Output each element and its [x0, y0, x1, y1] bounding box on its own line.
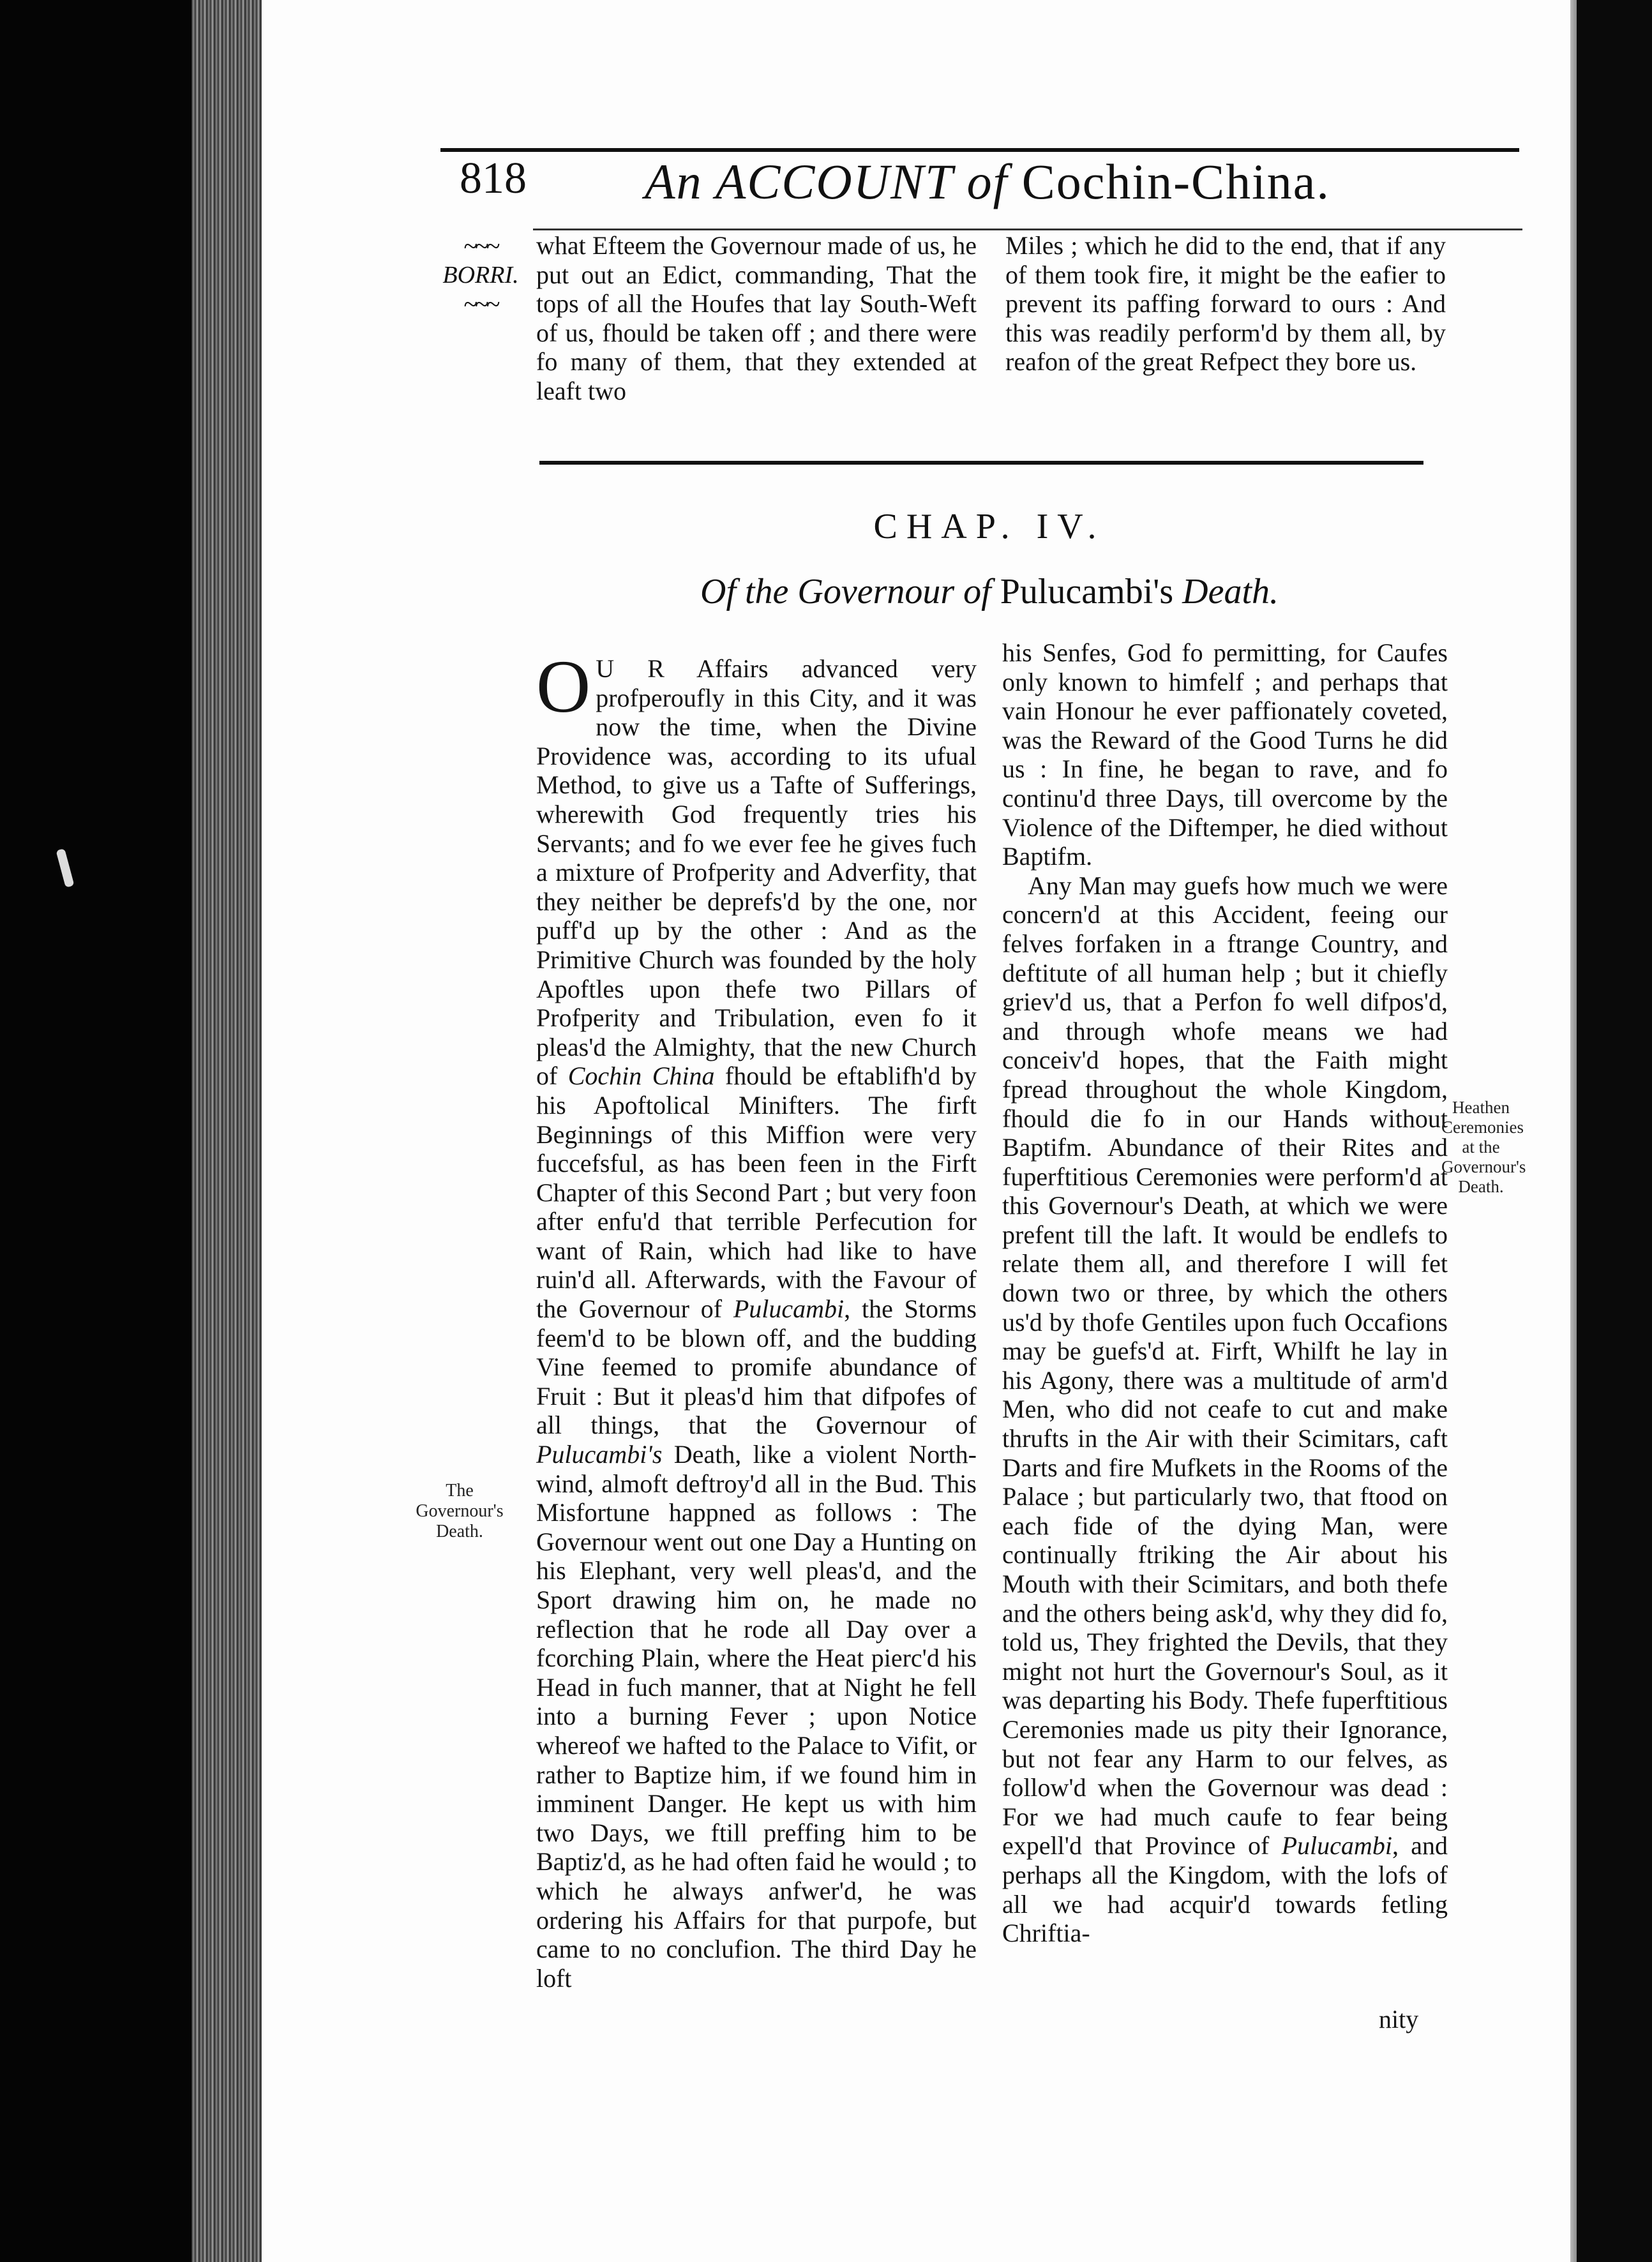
- running-head: [645, 153, 1330, 211]
- section-divider: [539, 461, 1423, 465]
- right-paragraph-1: his Senfes, God fo permitting, for Caufes only known to himfelf ; and perhaps that vain Honour he ever paffionately coveted, was the Reward of the Good Turns he did us : In fine, he began to rave, and fo continu'd three Days, till overcome by the Violence of the Diftemper, he died without Baptifm.: [1002, 638, 1448, 871]
- right-paragraph-2: [1002, 871, 1448, 1948]
- chapter-subtitle: [536, 571, 1443, 612]
- sidenote-governours-death: The Governour's Death.: [416, 1481, 504, 1541]
- right-pulucambi: Pulucambi: [1281, 1831, 1392, 1861]
- header-rule: [440, 148, 1519, 152]
- running-head-of: of: [966, 154, 1009, 209]
- chapter-title: CHAP. IV.: [873, 507, 1106, 546]
- sidenote-heathen-ceremonies: Heathen Ceremonies at the Governour's Death.: [1441, 1098, 1526, 1196]
- top-left-column: [536, 231, 977, 406]
- left-pulucambi-2: Pulucambi's: [536, 1440, 663, 1469]
- drop-cap: O: [536, 645, 591, 728]
- book-spine-shadow: [0, 0, 211, 2262]
- top-right-text: Miles ; which he did to the end, that if any of them took fire, it might be the eafier to prevent its paffing forward to ours : And this was readily perform'd by them all, by reafon of the great Refpect they bore us.: [1005, 231, 1446, 377]
- subtitle-italic-2: Death.: [1182, 572, 1279, 611]
- page-number: 818: [460, 154, 527, 203]
- left-pulucambi-1: Pulucambi: [733, 1294, 845, 1324]
- catchword: nity: [1379, 2005, 1419, 2034]
- main-right-column: [1002, 638, 1448, 1948]
- main-left-paragraph: [536, 645, 977, 1993]
- left-text-1: U R Affairs advanced very profperoufly in this City, and it was now the time, when the Divine Providence was, according to its ufual Method, to give us a Tafte of Sufferings, wherewith God frequently tries his Servants; and fo we ever fee he gives fuch a mixture of Profperity and Adverfity, that they neither be deprefs'd by the one, nor puff'd up by the other : And as the Primitive Church was founded by the holy Apoftles upon thefe two Pillars of Profperity and Tribulation, even fo it pleas'd the Almighty, that the new Church of: [536, 654, 977, 1091]
- page-edges: [191, 0, 268, 2262]
- right-background: [1577, 0, 1652, 2262]
- right-text-2-1: Any Man may guefs how much we were concern'd at this Accident, feeing our felves forfaken in a ftrange Country, and deftitute of all human help ; but it chiefly griev'd us, that a Perfon fo well difpos'd, and through whofe means we had conceiv'd hopes, that the Faith might fpread throughout the whole Kingdom, fhould die fo in our Hands without Baptifm. Abundance of their Rites and fuperftitious Ceremonies were perform'd at this Governour's Death, at which we were prefent till the laft. It would be endlefs to relate them all, and therefore I will fet down two or three, by which the others us'd by thofe Gentiles upon fuch Occafions may be guefs'd at. Firft, Whilft he lay in his Agony, there was a multitude of arm'd Men, who did not ceafe to cut and make thrufts in the Air with their Scimitars, caft Darts and fire Mufkets in the Rooms of the Palace ; but particularly two, that ftood on each fide of the dying Man, were continually ftriking the Air about his Mouth with their Scimitars, and both thefe and the others being ask'd, why they did fo, told us, They frighted the Devils, that they might not hurt the Governour's Soul, as it was departing his Body. Thefe fuperftitious Ceremonies made us pity their Ignorance, but not fear any Harm to our felves, as follow'd when the Governour was dead : For we had much caufe to fear being expell'd that Province of: [1002, 871, 1448, 1861]
- author-name: BORRI.: [442, 262, 519, 288]
- running-head-part2: Cochin-China.: [1021, 154, 1330, 209]
- author-margin-mark: [436, 231, 525, 319]
- subtitle-roman: Pulucambi's: [1000, 572, 1174, 611]
- left-cochin-china: Cochin China: [567, 1061, 715, 1091]
- running-head-part1: An ACCOUNT: [645, 154, 954, 209]
- top-right-column: [1005, 231, 1446, 377]
- left-text-2: fhould be eftablifh'd by his Apoftolical Minifters. The firft Beginnings of this Miffion were very fuccefsful, as has been feen in the Firft Chapter of this Second Part ; but very foon after enfu'd that terrible Perfecution for want of Rain, which had like to have ruin'd all. Afterwards, with the Favour of the Governour of: [536, 1061, 977, 1324]
- left-text-3: , the Storms feem'd to be blown off, and the budding Vine feemed to promife abundance of Fruit : But it pleas'd him that difpofes of all things, that the Governour of: [536, 1294, 977, 1440]
- main-left-column: [536, 645, 977, 1993]
- left-text-4: Death, like a violent North-wind, almoft deftroy'd all in the Bud. This Misfortune happned as follows : The Governour went out one Day a Hunting on his Elephant, very well pleas'd, and the Sport drawing him on, he made no reflection that he rode all Day over a fcorching Plain, where the Heat pierc'd his Head in fuch manner, that at Night he fell into a burning Fever ; upon Notice whereof we hafted to the Palace to Vifit, or rather to Baptize him, if we found him in imminent Danger. He kept us with him two Days, we ftill preffing him to be Baptiz'd, as he had often faid he would ; to which he always anfwer'd, he was ordering his Affairs for that purpofe, but came to no conclufion. The third Day he loft: [536, 1440, 977, 1993]
- ornament-top: ~~~: [463, 232, 498, 260]
- header-underline: [533, 228, 1522, 230]
- right-text-2-2: , and perhaps all the Kingdom, with the lofs of all we had acquir'd towards fetling Chriftia-: [1002, 1831, 1448, 1948]
- ornament-bottom: ~~~: [463, 290, 498, 318]
- subtitle-italic-1: Of the Governour of: [700, 572, 991, 611]
- page-header: [447, 153, 1519, 223]
- top-left-text: what Efteem the Governour made of us, he put out an Edict, commanding, That the tops of all the Houfes that lay South-Weft of us, fhould be taken off ; and there were fo many of them, that they extended at leaft two: [536, 231, 977, 405]
